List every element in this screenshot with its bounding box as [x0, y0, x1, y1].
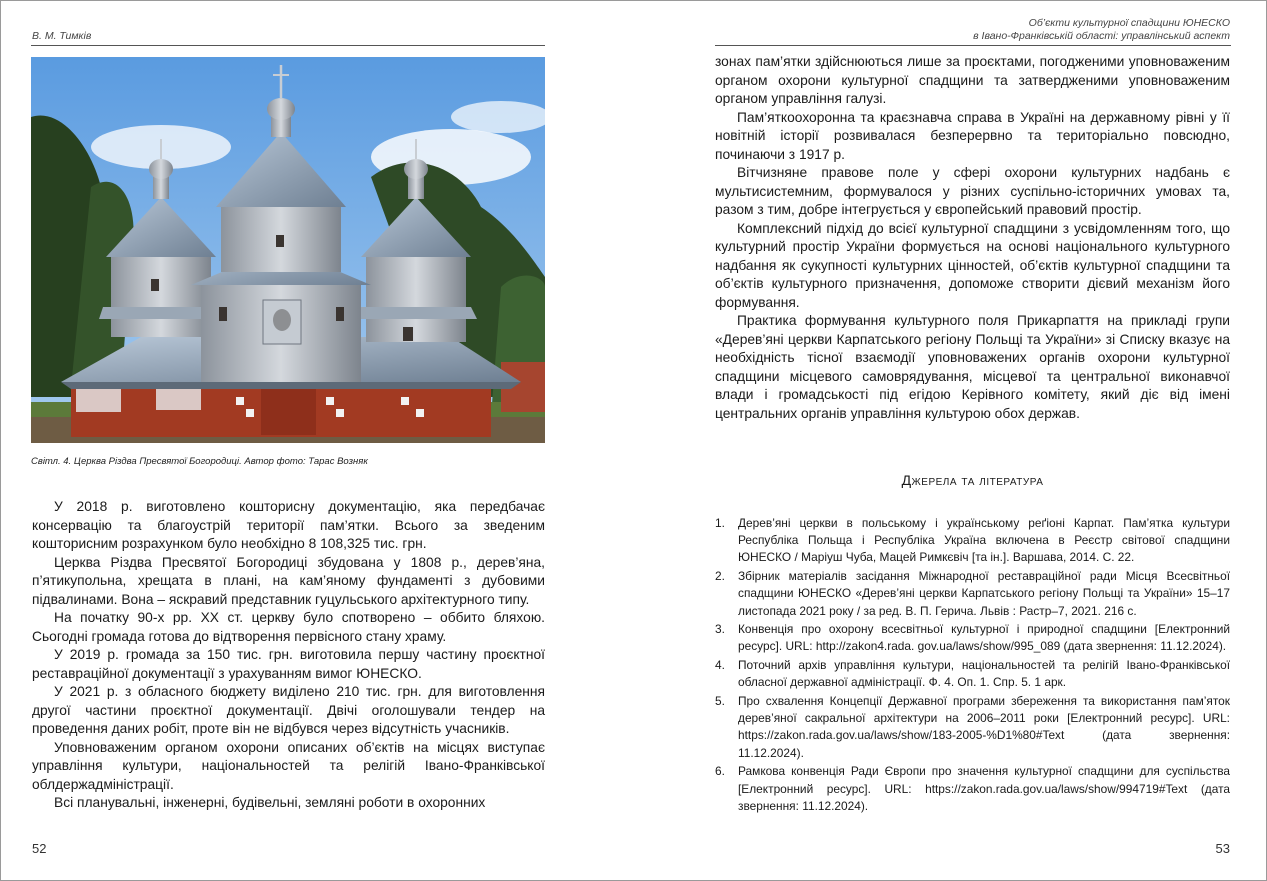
paragraph: У 2019 р. громада за 150 тис. грн. виготовила першу частину проєктної реставраційної документації з урахуванням вимог ЮНЕСКО. [32, 647, 545, 681]
paragraph: Уповноваженим органом охорони описаних об’єктів на місцях виступає управління культури, національностей та релігій Івано-Франківської облдержадміністрації. [32, 739, 545, 792]
reference-number: 1. [715, 516, 725, 530]
reference-item [715, 515, 1230, 567]
reference-number: 5. [715, 694, 725, 709]
reference-text: Збірник матеріалів засідання Міжнародної реставраційної ради Місця Всесвітньої спадщини ЮНЕСКО «Дерев’яні церкви Карпатського регіону Польщі та України» 15–17 листопада 2021 року / за ред. В. П. Герича. Львів : Растр–7, 2021. 216 с. [738, 569, 1230, 618]
paragraph: У 2018 р. виготовлено кошторисну документацію, яка передбачає консервацію та благоустрій території пам’ятки. Всього за зведеним кошторисним розрахунком було необхідно 8 108,325 тис. грн. [32, 499, 545, 551]
reference-item [715, 693, 1230, 762]
paragraph: Пам’яткоохоронна та краєзнавча справа в Україні на державному рівні у її новітній історії розвивалася безперервно та територіально повсюдно, починаючи з 1917 р. [715, 109, 1230, 162]
running-head-author: В. М. Тимків [32, 30, 92, 42]
reference-text: Про схвалення Концепції Державної програми збереження та використання пам’яток дерев’яної сакральної архітектури на 2006–2011 роки [Електронний ресурс]. URL: https://zakon.rada.gov.ua/laws/show/183-2005-%D1%80#Text (дата звернення: 11.12.2024). [738, 694, 1230, 760]
paragraph-continued: зонах пам’ятки здійснюються лише за проєктами, погодженими уповноваженим органом охорони культурної спадщини та затвердженими уповноваженим органом управління галузі. [715, 54, 1230, 106]
paragraph: На початку 90-х рр. XX ст. церкву було спотворено – оббито бляхою. Сьогодні громада готова до відтворення первісного стану храму. [32, 610, 545, 644]
church-photo [31, 57, 545, 443]
reference-item [715, 657, 1230, 691]
reference-text: Поточний архів управління культури, національностей та релігій Івано-Франківської обласної державної адміністрації. Ф. 4. Оп. 1. Спр. 5. 1 арк. [738, 658, 1230, 690]
reference-item [715, 568, 1230, 620]
reference-text: Дерев’яні церкви в польському і українському реґіоні Карпат. Пам’ятка культури Республіка Польща і Республіка Україна включена в Реєстр світової спадщини ЮНЕСКО / Маріуш Чуба, Мацей Римкєвіч [та ін.]. Варшава, 2014. С. 22. [738, 516, 1230, 565]
reference-text: Рамкова конвенція Ради Європи про значення культурної спадщини для суспільства [Електронний ресурс]. URL: https://zakon.rada.gov.ua/laws/show/994719#Text (дата звернення: 11.12.2024). [738, 764, 1230, 813]
running-head-line-2: в Івано-Франківській області: управлінський аспект [973, 30, 1230, 42]
page-number-left: 52 [32, 841, 47, 856]
paragraph: Практика формування культурного поля Прикарпаття на прикладі групи «Дерев’яні церкви Карпатського регіону Польщі та України» зі Списку вказує на необхідність тісної взаємодії уповноважених органів охорони культурної спадщини місцевого самоврядування, місцевої та центральної виконавчої влади і громадськості під егідою Керівного комітету, який діє від імені центральних органів управління культурою обох держав. [715, 313, 1230, 421]
reference-number: 2. [715, 569, 725, 584]
left-page-body [32, 498, 545, 813]
running-head-title [973, 17, 1230, 43]
reference-item [715, 621, 1230, 655]
paragraph: Церква Різдва Пресвятої Богородиці збудована у 1808 р., дерев’яна, п’ятикупольна, хрещата в плані, на кам’яному фундаменті з дубовими підвалинами. Вона – яскравий представник гуцульського архітектурного типу. [32, 554, 545, 607]
church-illustration [31, 57, 545, 443]
reference-number: 3. [715, 622, 725, 637]
header-rule-left [31, 45, 545, 46]
page-number-right: 53 [1215, 841, 1230, 856]
photo-caption: Світл. 4. Церква Різдва Пресвятої Богородиці. Автор фото: Тарас Возняк [31, 456, 368, 467]
references-heading: Джерела та література [901, 472, 1044, 488]
references-list [715, 515, 1230, 816]
paragraph: Вітчизняне правове поле у сфері охорони культурних надбань є мультисистемним, формувалося у різних суспільно-історичних умовах та, разом з тим, добре інтегрується у європейський правовий простір. [715, 165, 1230, 217]
reference-item [715, 763, 1230, 815]
right-page-body [715, 53, 1230, 423]
reference-number: 6. [715, 764, 725, 779]
header-rule-right [715, 45, 1231, 46]
reference-text: Конвенція про охорону всесвітньої культурної і природної спадщини [Електронний ресурс]. URL: http://zakon4.rada. gov.ua/laws/show/995_089 (дата звернення: 11.12.2024). [738, 622, 1230, 654]
running-head-line-1: Об’єкти культурної спадщини ЮНЕСКО [1028, 17, 1230, 29]
paragraph: Комплексний підхід до всієї культурної спадщини з усвідомленням того, що культурний простір України формується на основі національного культурного надбання як сукупності культурних цінностей, об’єктів культурної спадщини та об’єктів культурного призначення, допоможе створити дієвий механізм його формування. [715, 220, 1230, 310]
reference-number: 4. [715, 658, 725, 673]
paragraph: У 2021 р. з обласного бюджету виділено 210 тис. грн. для виготовлення другої частини проєктної документації. Двічі оголошували тендер на проведення даних робіт, проте він не відбувся через відсутність учасників. [32, 684, 545, 736]
paragraph: Всі планувальні, інженерні, будівельні, земляні роботи в охоронних [54, 795, 486, 810]
